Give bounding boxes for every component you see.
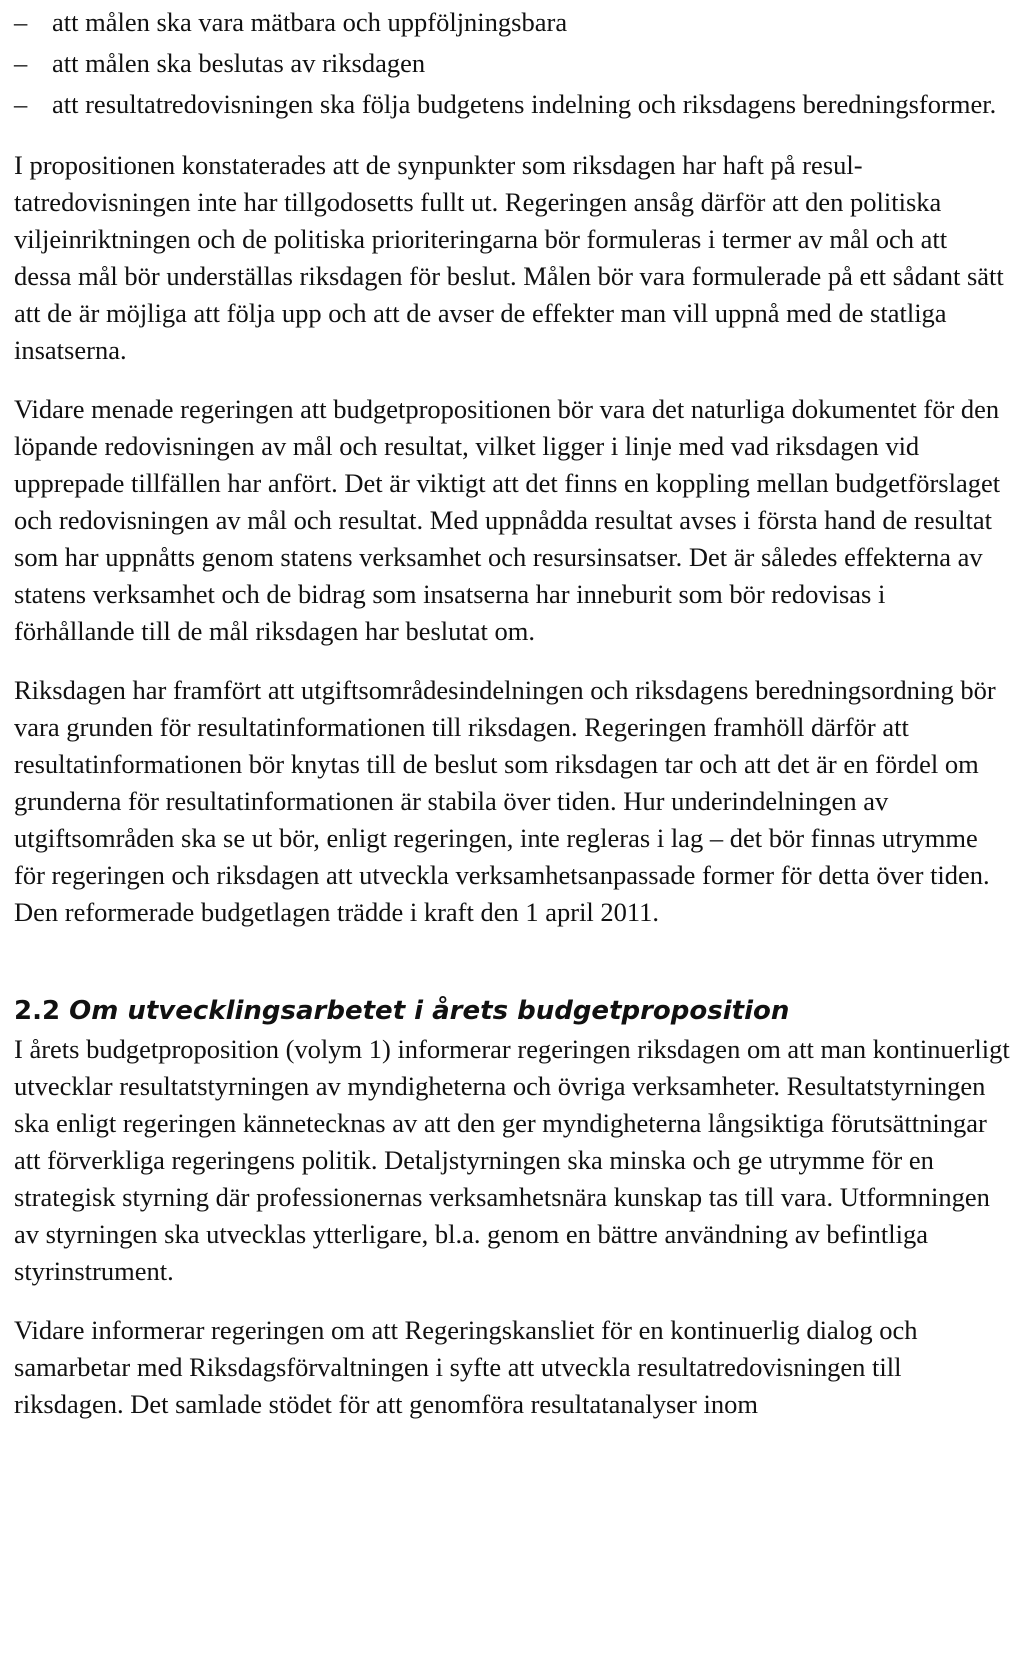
section-title: Om utvecklingsarbetet i årets budgetproposition (69, 996, 790, 1026)
dash-marker: – (14, 89, 28, 119)
document-page (14, 0, 1010, 1423)
list-item (14, 86, 1010, 123)
body-paragraph: Vidare informerar regeringen om att Regeringskansliet för en kontinuerlig dialog och samarbetar med Riksdagsförvaltningen i syfte att utveckla resultatredovisningen till riksdagen. Det samlade stödet för att genomföra resultatanalyser inom (14, 1315, 918, 1419)
body-paragraph: I årets budgetproposition (volym 1) informerar regeringen riksdagen om att man kontinuerligt utvecklar resultatstyrningen av myndigheterna och övriga verksamheter. Resultatstyrningen ska enligt regeringen kännetecknas av att den ger myndigheterna långsiktiga förutsättningar att förverkliga regeringens politik. Detaljstyrningen ska minska och ge utrymme för en strategisk styrning där professionernas verksamhetsnära kunskap tas till vara. Utformningen av styrningen ska utvecklas ytterligare, bl.a. genom en bättre användning av befintliga styrinstrument. (14, 1034, 1010, 1286)
body-paragraph: Vidare menade regeringen att budgetpropositionen bör vara det naturliga dokumentet för den löpande redovisningen av mål och resultat, vilket ligger i linje med vad riksdagen vid upprepade tillfällen har anfört. Det är viktigt att det finns en koppling mellan budgetförslaget och redovisningen av mål och resultat. Med uppnådda resultat avses i första hand de resultat som har uppnåtts genom statens verksamhet och resursinsatser. Det är således effekterna av statens verksamhet och de bidrag som insatserna har inneburit som bör redovisas i förhållande till de mål riksdagen har beslutat om. (14, 394, 1001, 646)
dash-marker: – (14, 7, 28, 37)
dash-marker: – (14, 48, 28, 78)
list-item (14, 45, 1010, 82)
list-item-text: att målen ska vara mätbara och uppföljningsbara (52, 7, 568, 37)
section-heading (14, 991, 1010, 1031)
body-paragraph: Riksdagen har framfört att utgiftsområdesindelningen och riksdagens beredningsordning bör vara grunden för resultatinformationen till riksdagen. Regeringen framhöll därför att resultatinformationen bör knytas till de beslut som riksdagen tar och att det är en fördel om grunderna för resultatinformationen är stabila över tiden. Hur underindelningen av utgiftsområden ska se ut bör, enligt regeringen, inte regleras i lag – det bör finnas utrymme för regeringen och riksdagen att utveckla verksamhetsanpassade former för detta över tiden. Den reformerade budgetlagen trädde i kraft den 1 april 2011. (14, 675, 996, 927)
body-paragraph: I propositionen konstaterades att de synpunkter som riksdagen har haft på resultatredovisningen inte har tillgodosetts fullt ut. Regeringen ansåg därför att den politiska viljeinriktningen och de politiska prioriteringarna bör formuleras i termer av mål och att dessa mål bör underställas riksdagen för beslut. Målen bör vara formulerade på ett sådant sätt att de är möjliga att följa upp och att de avser de effekter man vill uppnå med de statliga insatserna. (14, 150, 1004, 365)
list-item-text: att målen ska beslutas av riksdagen (52, 48, 426, 78)
list-item-text: att resultatredovisningen ska följa budgetens indelning och riksdagens beredningsformer. (52, 89, 997, 119)
list-item (14, 4, 1010, 41)
section-number: 2.2 (14, 996, 61, 1026)
bullet-list (14, 4, 1010, 123)
